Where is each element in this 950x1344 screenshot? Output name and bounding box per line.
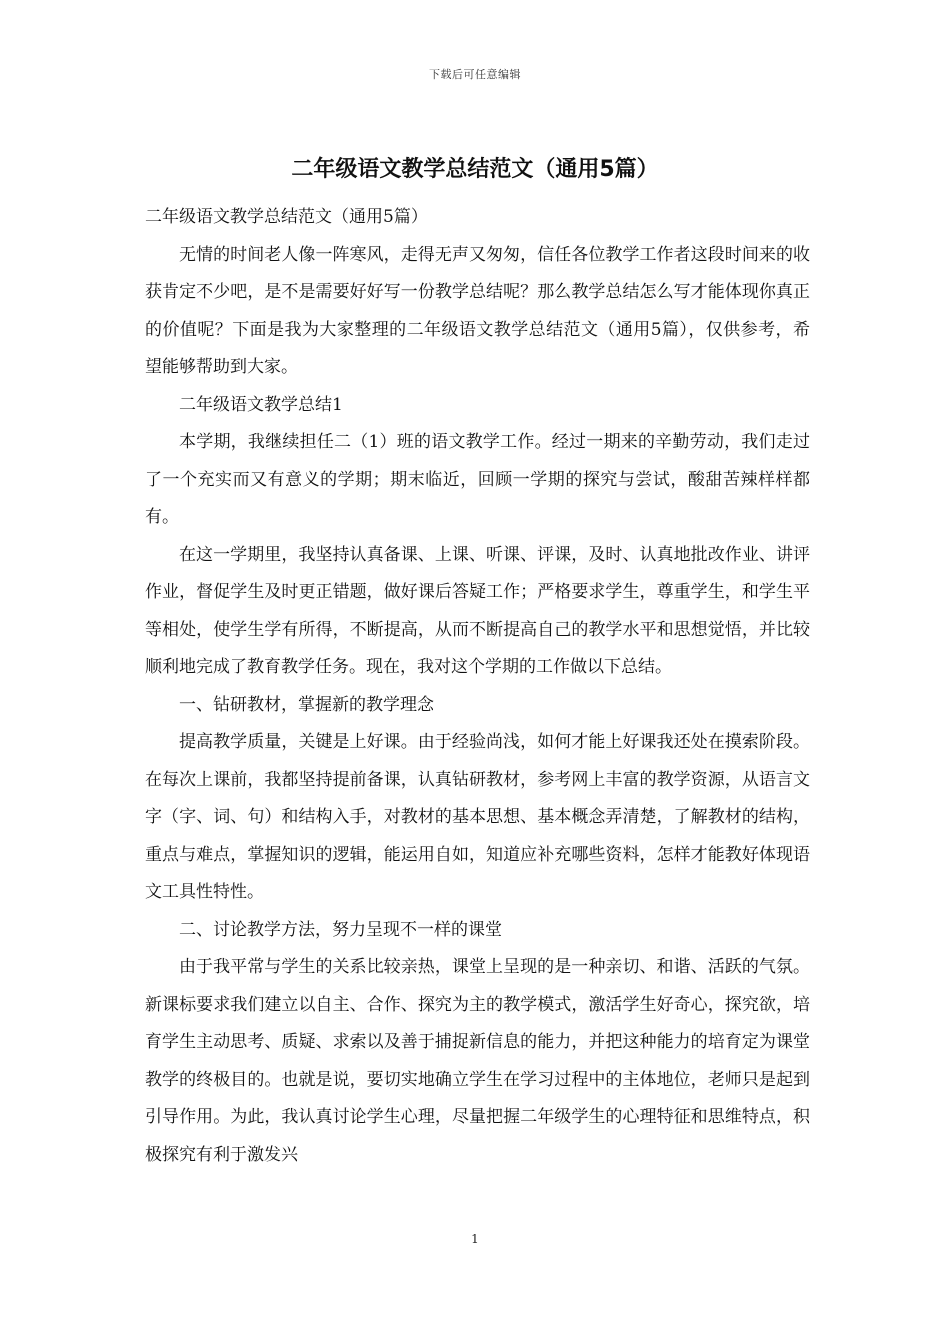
body-paragraph: 提高教学质量，关键是上好课。由于经验尚浅，如何才能上好课我还处在摸索阶段。在每次上课前，我都坚持提前备课，认真钻研教材，参考网上丰富的教学资源，从语言文字（字、词、句）和结构入手，对教材的基本思想、基本概念弄清楚，了解教材的结构，重点与难点，掌握知识的逻辑，能运用自如，知道应补充哪些资料，怎样才能教好体现语文工具性特性。 xyxy=(145,732,810,902)
section-heading-one: 一、钻研教材，掌握新的教学理念 xyxy=(179,694,434,715)
body-paragraph: 由于我平常与学生的关系比较亲热，课堂上呈现的是一种亲切、和谐、活跃的气氛。新课标要求我们建立以自主、合作、探究为主的教学模式，激活学生好奇心，探究欲，培育学生主动思考、质疑、求索以及善于捕捉新信息的能力，并把这种能力的培育定为课堂教学的终极目的。也就是说，要切实地确立学生在学习过程中的主体地位，老师只是起到引导作用。为此，我认真讨论学生心理，尽量把握二年级学生的心理特征和思维特点，积极探究有利于激发兴 xyxy=(145,957,810,1165)
body-paragraph: 本学期，我继续担任二（1）班的语文教学工作。经过一期来的辛勤劳动，我们走过了一个充实而又有意义的学期；期末临近，回顾一学期的探究与尝试，酸甜苦辣样样都有。 xyxy=(145,432,810,527)
intro-paragraph: 无情的时间老人像一阵寒风，走得无声又匆匆，信任各位教学工作者这段时间来的收获肯定不少吧，是不是需要好好写一份教学总结呢？那么教学总结怎么写才能体现你真正的价值呢？下面是我为大家整理的二年级语文教学总结范文（通用5篇），仅供参考，希望能够帮助到大家。 xyxy=(145,244,810,377)
page-number: 1 xyxy=(471,1232,479,1246)
document-body xyxy=(145,199,810,1174)
header-note: 下载后可任意编辑 xyxy=(429,68,521,81)
subtitle-paragraph: 二年级语文教学总结范文（通用5篇） xyxy=(145,207,428,227)
body-paragraph: 在这一学期里，我坚持认真备课、上课、听课、评课，及时、认真地批改作业、讲评作业，督促学生及时更正错题，做好课后答疑工作；严格要求学生，尊重学生，和学生平等相处，使学生学有所得，不断提高，从而不断提高自己的教学水平和思想觉悟，并比较顺利地完成了教育教学任务。现在，我对这个学期的工作做以下总结。 xyxy=(145,544,810,677)
section-heading-summary-1: 二年级语文教学总结1 xyxy=(179,394,343,415)
document-title: 二年级语文教学总结范文（通用5篇） xyxy=(291,157,659,182)
section-heading-two: 二、讨论教学方法，努力呈现不一样的课堂 xyxy=(179,919,502,940)
